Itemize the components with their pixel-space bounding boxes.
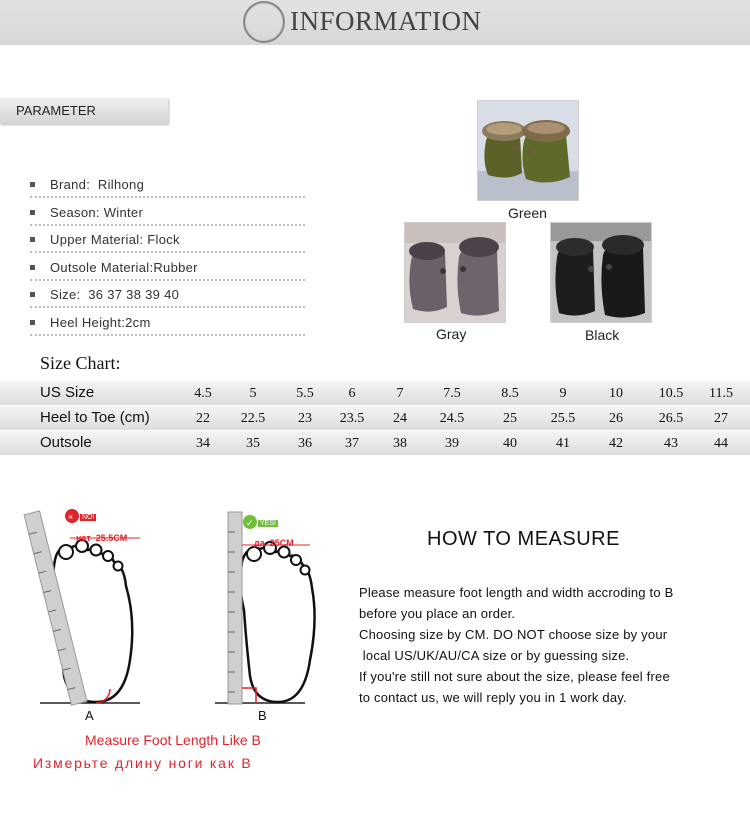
spec-text: Upper Material: Flock — [50, 232, 180, 248]
size-cell: 24 — [393, 411, 407, 426]
size-cell: 42 — [609, 436, 623, 451]
size-cell: 26 — [609, 411, 623, 426]
banner-circle-icon — [243, 1, 285, 43]
gray-boot-photo[interactable] — [404, 222, 506, 323]
size-cell: 7 — [396, 386, 404, 401]
size-cell: 43 — [664, 436, 678, 451]
size-row-heel-to-toe — [0, 406, 750, 430]
size-cell: 23.5 — [339, 411, 365, 426]
spec-item-size — [30, 286, 305, 308]
size-cell: 23 — [298, 411, 312, 426]
spec-text: Season: Winter — [50, 204, 144, 220]
label-b: B — [258, 708, 267, 723]
black-boot-photo[interactable] — [550, 222, 652, 323]
size-cell: 7.5 — [443, 386, 461, 401]
foot-measure-diagram — [0, 490, 345, 730]
spec-item-upper-material — [30, 231, 305, 253]
size-cell: 6 — [348, 386, 356, 401]
size-cell: 10 — [609, 386, 623, 401]
bullet-icon — [30, 320, 35, 325]
size-chart-title: Size Chart: — [40, 353, 121, 373]
size-cell: 35 — [246, 436, 260, 451]
bullet-icon — [30, 237, 35, 242]
spec-text: Heel Height:2cm — [50, 314, 151, 330]
color-label-gray: Gray — [436, 326, 467, 342]
size-cell: 38 — [393, 436, 407, 451]
size-cell: 11.5 — [709, 386, 733, 401]
wrong-badge-label: NO! — [82, 514, 95, 521]
row-label: Heel to Toe (cm) — [40, 409, 150, 426]
spec-text: Size: 36 37 38 39 40 — [50, 287, 180, 303]
measure-line: before you place an order. — [359, 606, 516, 621]
measure-line: to contact us, we will reply you in 1 work day. — [359, 690, 627, 705]
svg-text:✓: ✓ — [246, 518, 254, 528]
size-cell: 40 — [503, 436, 517, 451]
measure-line: Choosing size by CM. DO NOT choose size by your — [359, 627, 668, 642]
banner-title: INFORMATION — [290, 6, 482, 36]
measure-line: Please measure foot length and width accroding to B — [359, 585, 674, 600]
size-cell: 41 — [556, 436, 570, 451]
size-cell: 37 — [345, 436, 359, 451]
size-cell: 8.5 — [501, 386, 519, 401]
svg-text:×: × — [68, 512, 74, 522]
measure-line: local US/UK/AU/CA size or by guessing size. — [359, 648, 630, 663]
right-badge-label: YES! — [260, 520, 276, 527]
row-label: Outsole — [40, 434, 92, 451]
size-cell: 22.5 — [240, 411, 266, 426]
spec-item-heel-height — [30, 314, 305, 336]
spec-item-season — [30, 204, 305, 226]
wrong-reading: нет 25.5CM — [76, 533, 128, 543]
spec-text: Outsole Material:Rubber — [50, 259, 198, 275]
bullet-icon — [30, 182, 35, 187]
green-boot-photo[interactable] — [477, 100, 579, 201]
size-cell: 27 — [714, 411, 728, 426]
size-cell: 24.5 — [439, 411, 465, 426]
size-cell: 5.5 — [296, 386, 314, 401]
parameter-tag-label: PARAMETER — [16, 103, 96, 118]
size-cell: 9 — [559, 386, 567, 401]
size-cell: 5 — [249, 386, 257, 401]
size-cell: 34 — [196, 436, 210, 451]
measure-line: If you're still not sure about the size, please feel free — [359, 669, 670, 684]
row-label: US Size — [40, 384, 95, 401]
size-cell: 44 — [714, 436, 728, 451]
size-cell: 25 — [503, 411, 517, 426]
size-cell: 4.5 — [194, 386, 212, 401]
size-cell: 25.5 — [550, 411, 576, 426]
bullet-icon — [30, 292, 35, 297]
size-cell: 10.5 — [658, 386, 684, 401]
spec-item-brand — [30, 176, 305, 198]
size-cell: 36 — [298, 436, 312, 451]
right-reading: да 25CM — [254, 538, 294, 548]
size-cell: 39 — [445, 436, 459, 451]
information-banner — [0, 0, 750, 45]
size-cell: 26.5 — [658, 411, 684, 426]
size-cell: 22 — [196, 411, 210, 426]
spec-text: Brand: Rilhong — [50, 177, 145, 192]
parameter-tag — [0, 98, 168, 124]
size-row-us-size — [0, 381, 750, 405]
how-to-measure-title: HOW TO MEASURE — [427, 528, 620, 550]
spec-item-outsole-material — [30, 259, 305, 281]
color-label-black: Black — [585, 327, 620, 343]
size-row-outsole — [0, 431, 750, 455]
caption-english: Measure Foot Length Like B — [85, 732, 261, 748]
spec-list — [30, 176, 305, 342]
label-a: A — [85, 708, 94, 723]
color-label-green: Green — [508, 205, 547, 221]
caption-russian: Измерьте длину ноги как B — [33, 755, 253, 771]
bullet-icon — [30, 210, 35, 215]
bullet-icon — [30, 265, 35, 270]
